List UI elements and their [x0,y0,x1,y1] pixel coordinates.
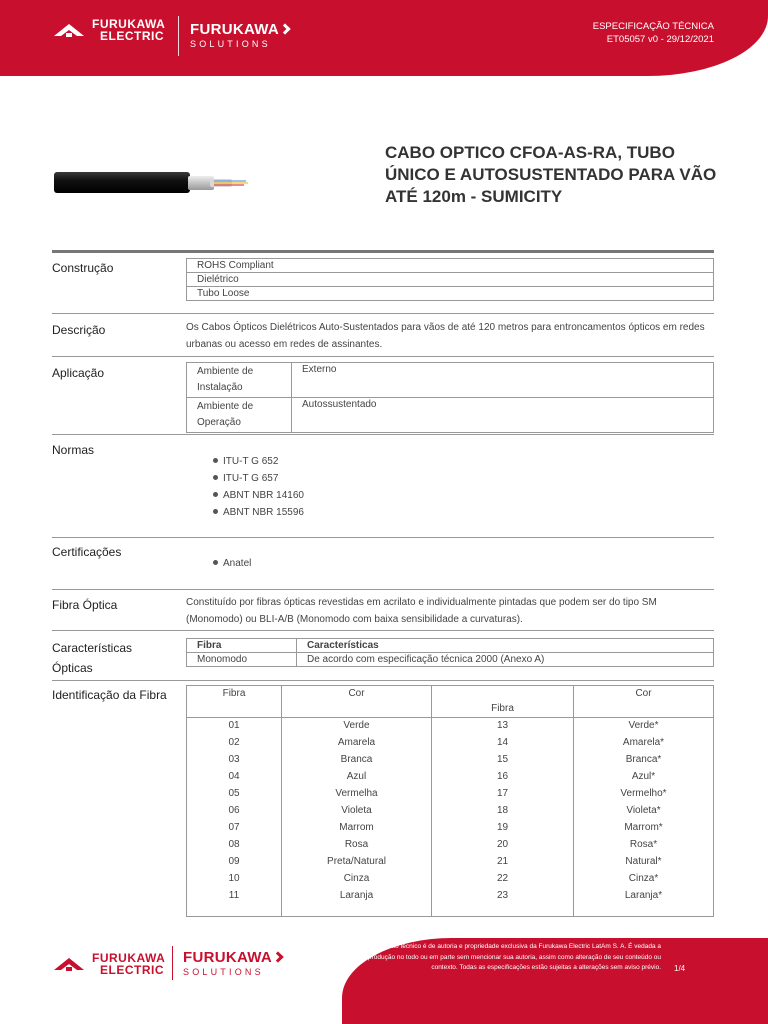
table-cell: 14 [432,735,574,752]
table-row [187,786,714,803]
column-header: Características [297,639,714,653]
table-row [187,803,714,820]
caracteristicas-label-line1: Características [52,641,133,655]
table-cell: 15 [432,752,574,769]
column-header: Cor [282,686,432,718]
construcao-label: Construção [52,261,114,275]
table-cell: 22 [432,871,574,888]
table-row [187,735,714,752]
table-cell: Violeta* [574,803,714,820]
aplicacao-table [186,362,714,433]
brand2-sub: SOLUTIONS [190,39,271,49]
aplicacao-value: Externo [292,363,714,398]
table-row [187,820,714,837]
table-cell: Preta/Natural [282,854,432,871]
page-title: CABO OPTICO CFOA-AS-RA, TUBO ÚNICO E AUTOSUSTENTADO PARA VÃO ATÉ 120m - SUMICITY [385,143,717,206]
table-cell: 13 [432,718,574,735]
list-item: ITU-T G 657 [213,470,304,487]
brand1-line2: ELECTRIC [100,29,164,43]
certificacoes-label: Certificações [52,545,122,559]
table-cell: Cinza* [574,871,714,888]
table-cell: 05 [187,786,282,803]
list-item: ABNT NBR 14160 [213,487,304,504]
table-cell: 10 [187,871,282,888]
footer-brand2-sub: SOLUTIONS [183,967,264,977]
fibra-optica-label: Fibra Óptica [52,598,118,612]
construcao-item: Tubo Loose [187,287,714,301]
table-cell: 23 [432,888,574,905]
aplicacao-label: Aplicação [52,366,105,380]
table-cell: 03 [187,752,282,769]
table-cell: Rosa [282,837,432,854]
identificacao-table [186,685,714,917]
table-row [187,888,714,905]
table-cell: 21 [432,854,574,871]
footer-logo-divider [172,946,173,980]
table-cell: 07 [187,820,282,837]
section-divider [52,537,714,538]
table-cell: Verde [282,718,432,735]
footer-notice: Este documento técnico é de autoria e propriedade exclusiva da Furukawa Electric LatAm S. A. É vedada a sua reprodução no todo ou em parte sem mencionar sua autoria, assim como alteração de seu conteúdo ou contexto. Todas as especificações estão sujeitas a alterações sem aviso prévio. [349,943,661,971]
section-divider [52,680,714,681]
chevron-right-icon [272,951,283,962]
normas-list [213,453,304,521]
table-cell: Laranja [282,888,432,905]
table-cell: Rosa* [574,837,714,854]
table-cell: Amarela* [574,735,714,752]
table-cell: Azul* [574,769,714,786]
table-row [187,718,714,735]
table-cell: 18 [432,803,574,820]
section-divider [52,630,714,631]
section-divider [52,313,714,314]
table-cell: 06 [187,803,282,820]
list-item: Anatel [213,555,251,572]
furukawa-mark-icon [52,955,86,973]
table-cell: Natural* [574,854,714,871]
chevron-right-icon [279,23,290,34]
table-cell: 02 [187,735,282,752]
table-cell: Marrom [282,820,432,837]
normas-label: Normas [52,443,95,457]
table-cell: 08 [187,837,282,854]
table-cell: Vermelha [282,786,432,803]
caracteristicas-table [186,638,714,667]
cable-image [54,168,254,200]
identificacao-label: Identificação da Fibra [52,688,167,702]
table-row [187,854,714,871]
footer-brand1-line2: ELECTRIC [100,963,164,977]
table-cell: 17 [432,786,574,803]
section-divider [52,434,714,435]
fibra-optica-text: Constituído por fibras ópticas revestidas em acrilato e individualmente pintadas que podem ser do tipo SM (Monomodo) ou BLI-A/B (Monomodo com baixa sensibilidade a curvaturas). [186,597,657,625]
section-divider [52,250,714,253]
table-cell: 16 [432,769,574,786]
section-divider [52,589,714,590]
table-cell: 11 [187,888,282,905]
aplicacao-key: Ambiente de Operação [187,398,292,433]
doc-id: ET05057 v0 - 29/12/2021 [606,34,714,45]
descricao-text: Os Cabos Ópticos Dielétricos Auto-Sustentados para vãos de até 120 metros para entroncamentos ópticos em redes urbanas ou acesso em redes de assinantes. [186,322,705,350]
table-cell: Azul [282,769,432,786]
table-cell: Vermelho* [574,786,714,803]
table-cell: Branca [282,752,432,769]
construcao-item: Dielétrico [187,273,714,287]
table-cell: Marrom* [574,820,714,837]
column-header: Fibra [432,686,574,718]
descricao-label: Descrição [52,323,106,337]
footer-furukawa-solutions-logo [183,950,282,978]
table-cell: 04 [187,769,282,786]
table-row [187,752,714,769]
table-cell: De acordo com especificação técnica 2000 (Anexo A) [297,653,714,667]
page-number: 1/4 [674,964,686,973]
list-item: ABNT NBR 15596 [213,504,304,521]
column-header: Fibra [187,639,297,653]
table-cell: 09 [187,854,282,871]
caracteristicas-label [52,638,132,678]
list-item: ITU-T G 652 [213,453,304,470]
aplicacao-value: Autossustentado [292,398,714,433]
table-cell: Monomodo [187,653,297,667]
aplicacao-key: Ambiente de Instalação [187,363,292,398]
furukawa-electric-logo [52,18,165,42]
construcao-item: ROHS Compliant [187,259,714,273]
caracteristicas-label-line2: Ópticas [52,661,93,675]
brand2-name: FURUKAWA [190,21,280,38]
table-row [187,769,714,786]
table-cell: Violeta [282,803,432,820]
table-cell: 20 [432,837,574,854]
furukawa-mark-icon [52,21,86,39]
table-cell: Cinza [282,871,432,888]
table-cell: Branca* [574,752,714,769]
table-row [187,837,714,854]
brand1-line1: FURUKAWA [92,17,166,31]
doc-info [593,20,714,46]
certificacoes-list [213,555,251,572]
table-cell: Verde* [574,718,714,735]
table-cell: 19 [432,820,574,837]
furukawa-solutions-logo [190,22,289,50]
doc-type: ESPECIFICAÇÃO TÉCNICA [592,21,714,32]
construcao-table [186,258,714,301]
section-divider [52,356,714,357]
table-row [187,871,714,888]
column-header: Cor [574,686,714,718]
table-cell: Amarela [282,735,432,752]
table-cell: 01 [187,718,282,735]
footer-furukawa-electric-logo [52,952,165,976]
table-cell: Laranja* [574,888,714,905]
logo-divider [178,16,179,56]
column-header: Fibra [187,686,282,718]
footer-brand1-line1: FURUKAWA [92,951,166,965]
footer-brand2-name: FURUKAWA [183,949,273,966]
